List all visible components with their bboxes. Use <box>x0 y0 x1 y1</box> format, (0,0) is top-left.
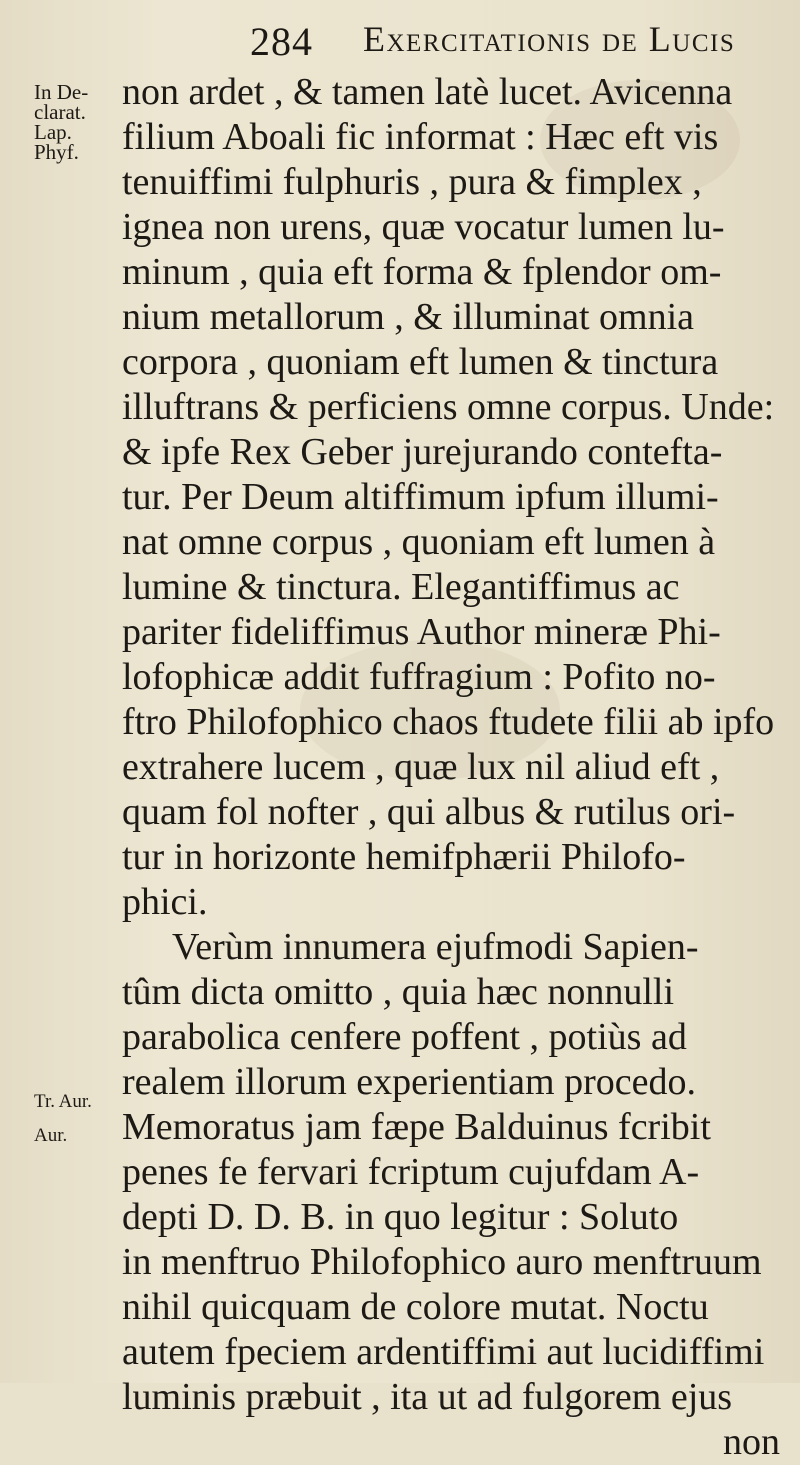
text-line: nium metallorum , & illuminat omnia <box>122 296 695 338</box>
margin-note-line: Phyf. <box>34 140 79 164</box>
body-text <box>122 70 800 1465</box>
text-line: tur in horizonte hemifphærii Philofo- <box>122 836 686 878</box>
margin-note-line: Lap. <box>34 120 72 144</box>
text-line: illuftrans & perficiens omne corpus. Unde: <box>122 386 775 428</box>
text-line: tûm dicta omitto , quia hæc nonnulli <box>122 971 675 1013</box>
text-line: penes fe fervari fcriptum cujufdam A- <box>122 1151 700 1193</box>
text-line: pariter fideliffimus Author mineræ Phi- <box>122 611 721 653</box>
text-line: non <box>723 1421 780 1463</box>
text-line: lofophicæ addit fuffragium : Pofito no- <box>122 656 716 698</box>
text-line: luminis præbuit , ita ut ad fulgorem ejus <box>122 1376 733 1418</box>
text-line: in menftruo Philofophico auro menftruum <box>122 1241 762 1283</box>
margin-note-line: clarat. <box>34 100 86 124</box>
page-header <box>250 14 800 64</box>
text-line: corpora , quoniam eft lumen & tinctura <box>122 341 719 383</box>
text-line: non ardet , & tamen latè lucet. Avicenna <box>122 71 733 113</box>
text-line: quam fol nofter , qui albus & rutilus ori- <box>122 791 736 833</box>
text-line: depti D. D. B. in quo legitur : Soluto <box>122 1196 679 1238</box>
text-line: ftro Philofophico chaos ftudete filii ab ipfo <box>122 701 775 743</box>
text-line: realem illorum experientiam procedo. <box>122 1061 696 1103</box>
margin-note-bottom <box>34 1085 104 1153</box>
text-line: minum , quia eft forma & fplendor om- <box>122 251 722 293</box>
text-line: autem fpeciem ardentiffimi aut lucidiffimi <box>122 1331 765 1373</box>
text-line: Memoratus jam fæpe Balduinus fcribit <box>122 1106 711 1148</box>
text-line: tur. Per Deum altiffimum ipfum illumi- <box>122 476 719 518</box>
text-line: & ipfe Rex Geber jurejurando contefta- <box>122 431 723 473</box>
text-line: nat omne corpus , quoniam eft lumen à <box>122 521 716 563</box>
text-line: phici. <box>122 881 208 923</box>
text-line: Verùm innumera ejufmodi Sapien- <box>172 926 699 968</box>
text-line: lumine & tinctura. Elegantiffimus ac <box>122 566 680 608</box>
text-line: extrahere lucem , quæ lux nil aliud eft , <box>122 746 720 788</box>
text-line: nihil quicquam de colore mutat. Noctu <box>122 1286 709 1328</box>
text-line: parabolica cenfere poffent , potiùs ad <box>122 1016 687 1058</box>
margin-note-line: Aur. <box>34 1125 68 1146</box>
margin-note-top <box>34 82 104 162</box>
text-line: tenuiffimi fulphuris , pura & fimplex , <box>122 161 702 203</box>
page-number: 284 <box>250 19 313 64</box>
margin-note-line: Tr. Aur. <box>34 1091 92 1112</box>
text-line: ignea non urens, quæ vocatur lumen lu- <box>122 206 725 248</box>
running-title: Exercitationis de Lucis <box>363 19 736 59</box>
text-line: filium Aboali fic informat : Hæc eft vis <box>122 116 719 158</box>
margin-note-line: In De- <box>34 80 89 104</box>
